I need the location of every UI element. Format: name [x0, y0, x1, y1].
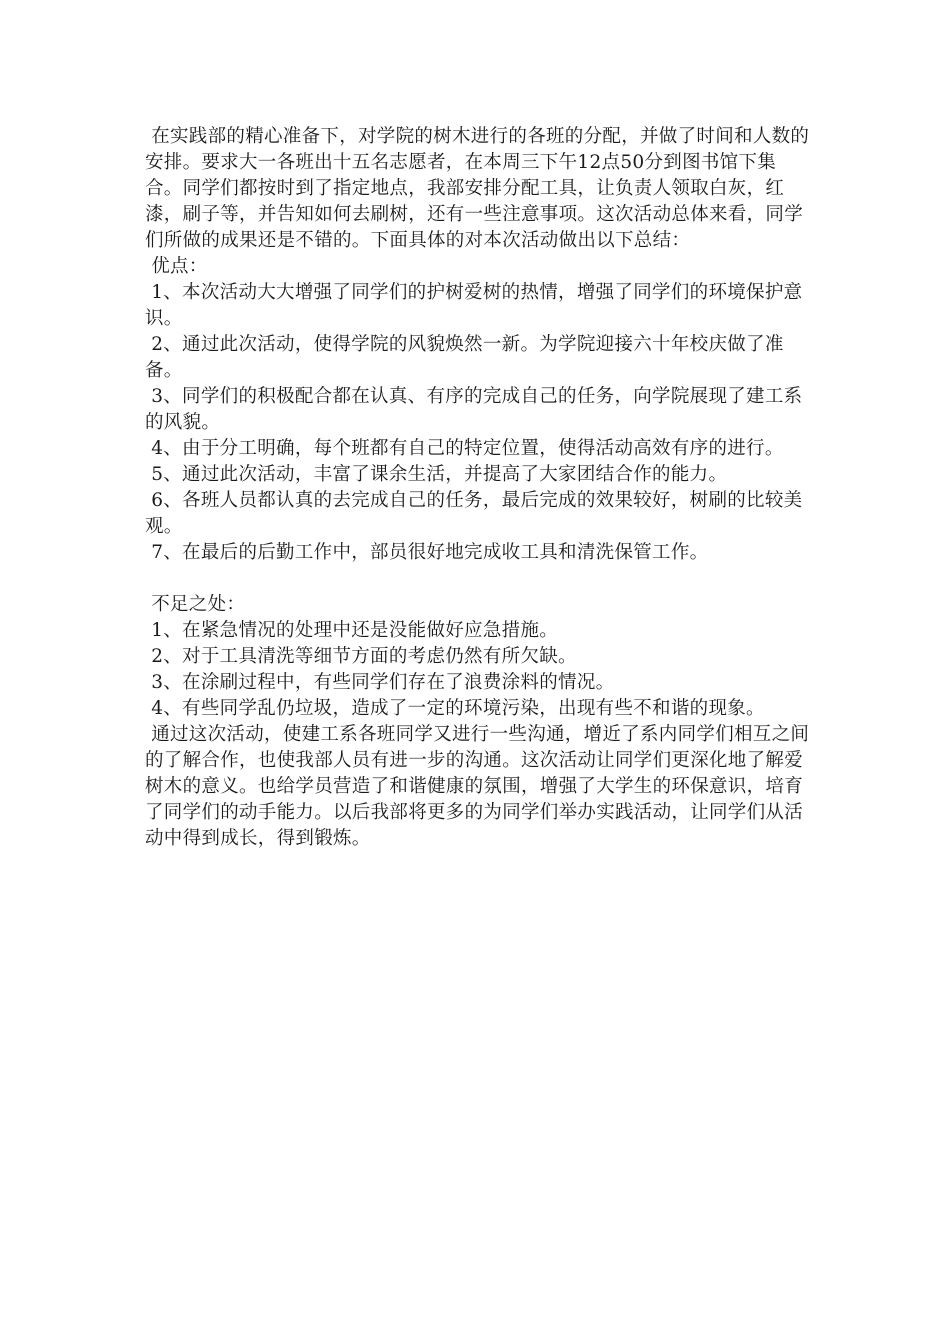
- shortcoming-item: 1、在紧急情况的处理中还是没能做好应急措施。: [145, 620, 559, 641]
- advantage-item: 4、由于分工明确，每个班都有自己的特定位置，使得活动高效有序的进行。: [145, 438, 784, 459]
- shortcoming-item: 4、有些同学乱仍垃圾，造成了一定的环境污染，出现有些不和谐的现象。: [145, 698, 765, 719]
- advantage-item: 3、同学们的积极配合都在认真、有序的完成自己的任务，向学院展现了建工系的风貌。: [145, 386, 803, 433]
- shortcoming-item: 3、在涂刷过程中，有些同学们存在了浪费涂料的情况。: [145, 672, 615, 693]
- conclusion-paragraph: 通过这次活动，使建工系各班同学又进行一些沟通，增近了系内同学们相互之间的了解合作，也使我部人员有进一步的沟通。这次活动让同学们更深化地了解爱树木的意义。也给学员营造了和谐健康的氛围，增强了大学生的环保意识，培育了同学们的动手能力。以后我部将更多的为同学们举办实践活动，让同学们从活动中得到成长，得到锻炼。: [145, 724, 810, 849]
- advantage-item: 6、各班人员都认真的去完成自己的任务，最后完成的效果较好，树刷的比较美观。: [145, 490, 803, 537]
- document-body: [145, 124, 810, 852]
- advantage-item: 1、本次活动大大增强了同学们的护树爱树的热情，增强了同学们的环境保护意识。: [145, 282, 803, 329]
- advantage-item: 5、通过此次活动，丰富了课余生活，并提高了大家团结合作的能力。: [145, 464, 728, 485]
- intro-paragraph: 在实践部的精心准备下，对学院的树木进行的各班的分配，并做了时间和人数的安排。要求大一各班出十五名志愿者，在本周三下午12点50分到图书馆下集合。同学们都按时到了指定地点，我部安排分配工具，让负责人领取白灰，红漆，刷子等，并告知如何去刷树，还有一些注意事项。这次活动总体来看，同学们所做的成果还是不错的。下面具体的对本次活动做出以下总结：: [145, 126, 810, 251]
- shortcomings-heading: 不足之处：: [145, 594, 246, 615]
- advantage-item: 7、在最后的后勤工作中，部员很好地完成收工具和清洗保管工作。: [145, 542, 709, 563]
- shortcoming-item: 2、对于工具清洗等细节方面的考虑仍然有所欠缺。: [145, 646, 577, 667]
- advantage-item: 2、通过此次活动，使得学院的风貌焕然一新。为学院迎接六十年校庆做了准备。: [145, 334, 784, 381]
- advantages-heading: 优点：: [145, 256, 208, 277]
- blank-line: [145, 566, 810, 592]
